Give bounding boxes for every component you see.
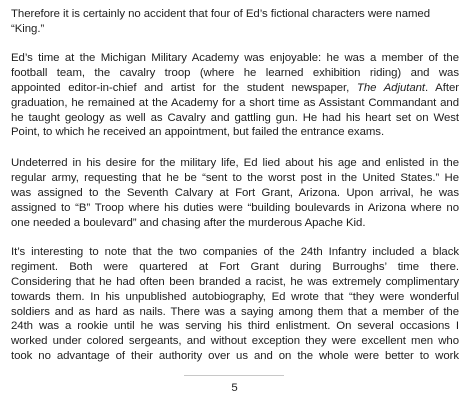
text-line: towards them. In his unpublished autobiography, Ed wrote that “they were wonderful [11, 290, 459, 303]
text-line: Considering that he had often been branded a racist, he was extremely complimentary [11, 275, 459, 288]
text-line: football team, the cavalry troop (where he learned exhibition riding) and was [11, 66, 459, 79]
text-line: Ed’s time at the Michigan Military Academy was enjoyable: he was a member of the [11, 52, 459, 64]
text-line: regular army, requesting that he be “sent to the worst post in the United States.” He [11, 171, 459, 184]
paragraph-24th-infantry [11, 245, 459, 364]
text-line: “King.” [11, 22, 45, 35]
paragraph-enlistment [11, 156, 459, 230]
text-line: he taught geology as well as Cavalry and gattling gun. He had his heart set on West [11, 111, 459, 124]
text-fragment: . After [425, 81, 459, 94]
paragraph-military-academy [11, 51, 459, 140]
page-number: 5 [231, 382, 238, 394]
newspaper-title: The Adjutant [356, 81, 426, 94]
page-footer-rule [184, 375, 284, 376]
text-line: regiment. Both were quartered at Fort Grant during Burroughs’ time there. [11, 260, 459, 273]
text-line: was assigned to the Seventh Calvary at Fort Grant, Arizona. Upon arrival, he was [11, 186, 459, 199]
paragraph-king-characters [11, 7, 459, 37]
text-line: Point, to which he received an appointment, but failed the entrance exams. [11, 126, 385, 139]
text-line: one needed a boulevard” and chasing after the murderous Apache Kid. [11, 216, 366, 229]
text-line: took no advantage of their authority over us and on the whole were better to work [11, 350, 459, 363]
text-line: soldiers and as hard as nails. There was a saying among them that a member of the [11, 305, 459, 318]
text-line: It’s interesting to note that the two companies of the 24th Infantry included a black [11, 246, 459, 258]
text-line: Undeterred in his desire for the military life, Ed lied about his age and enlisted in the [11, 157, 459, 169]
text-line: worked under colored sergeants, and without exception they were excellent men who [11, 335, 459, 348]
text-line: assigned to “B” Troop where his duties were “building boulevards in Arizona where no [11, 201, 459, 214]
text-line: 24th was a rookie until he was serving his third enlistment. On several occasions I [11, 320, 459, 333]
text-fragment: appointed editor-in-chief and artist for the student newspaper, [11, 81, 350, 94]
text-line-with-title [11, 81, 459, 96]
text-line: Therefore it is certainly no accident that four of Ed’s fictional characters were named [11, 8, 431, 20]
text-line: graduation, he remained at the Academy for a short time as Assistant Commandant and [11, 96, 459, 109]
